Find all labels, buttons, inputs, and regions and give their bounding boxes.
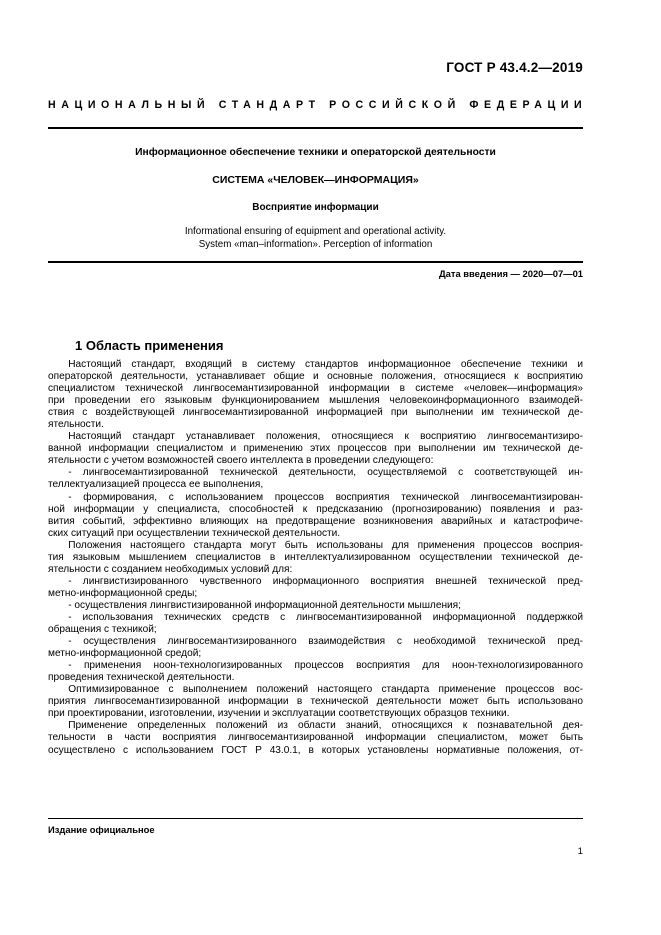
edition-label: Издание официальное	[48, 824, 155, 835]
body-line: - использования технических средств с лингвосемантизированной информационной поддержкой	[48, 611, 583, 623]
body-line: при проектировании, изготовлении, изучении и эксплуатации соответствующих образцов техники.	[48, 708, 510, 720]
document-subtitle-perception: Восприятие информации	[252, 202, 379, 213]
introduction-date: Дата введения — 2020—07—01	[438, 268, 583, 279]
header-divider	[48, 127, 583, 129]
english-title-line-1: Informational ensuring of equipment and operational activity.	[184, 226, 447, 237]
body-line: операторской деятельности, устанавливает общие и основные положения, относящиеся к восприятию	[48, 371, 583, 383]
body-line: ствия с воздействующей лингвосемантизированной информацией при выполнении им технической де-	[48, 407, 583, 419]
body-line: ной информации у специалиста, способностей к предсказанию (прогнозированию) появления и раз-	[48, 503, 583, 515]
body-line: ванной информации специалистом и применению этих процессов при выполнении им технической де-	[48, 443, 583, 455]
body-line: вития событий, эффективно влияющих на предотвращение возникновения аварийных и катастрофиче-	[48, 515, 583, 527]
body-line: Настоящий стандарт устанавливает положения, относящиеся к восприятию лингвосемантизиро-	[48, 431, 583, 443]
page-number: 1	[577, 846, 583, 857]
body-line: - лингвосемантизированной технической деятельности, осуществляемой с соответствующей ин-	[48, 467, 583, 479]
body-line: тельности в части восприятия лингвосемантизированной информации специалистом, может быть	[48, 732, 583, 744]
body-line: ятельности с учетом возможностей своего интеллекта в проведении следующего:	[48, 455, 434, 467]
standard-code: ГОСТ Р 43.4.2—2019	[446, 60, 583, 75]
body-line: ятельности с созданием необходимых условий для:	[48, 563, 293, 575]
national-standard-heading: НАЦИОНАЛЬНЫЙ СТАНДАРТ РОССИЙСКОЙ ФЕДЕРАЦИИ	[48, 99, 588, 111]
body-line: - осуществления лингвосемантизированного взаимодействия с необходимой технической пред-	[48, 636, 583, 648]
body-line: метно-информационной средой;	[48, 648, 202, 660]
english-title-line-2: System «man–information». Perception of information	[198, 238, 433, 250]
section-heading: 1 Область применения	[75, 338, 224, 353]
document-title: СИСТЕМА «ЧЕЛОВЕК—ИНФОРМАЦИЯ»	[212, 174, 419, 186]
section-body	[48, 359, 583, 757]
footer-divider	[48, 818, 583, 819]
body-line: осуществлено с использованием ГОСТ Р 43.0.1, в которых установлены нормативные положения, от-	[48, 744, 583, 756]
body-line: специалистом технической лингвосемантизированной информации в системе «человек—информация»	[48, 383, 583, 395]
body-line: ских ситуаций при осуществлении технической деятельности.	[48, 527, 341, 539]
body-line: - лингвистизированного чувственного информационного восприятия внешней технической пред-	[48, 575, 583, 587]
body-line: обращения с техникой;	[48, 624, 157, 636]
document-subtitle: Информационное обеспечение техники и операторской деятельности	[135, 147, 496, 158]
body-line: Применение определенных положений из области знаний, относящихся к познавательной дея-	[48, 720, 583, 732]
body-line: Положения настоящего стандарта могут быть использованы для применения процессов восприя-	[48, 539, 583, 551]
body-line: при проведении его языковым функционированием мышления человекоинформационного взаимодей-	[48, 395, 583, 407]
body-line: ятельности.	[48, 419, 104, 431]
title-divider	[48, 261, 583, 263]
body-line: тия языковым мышлением специалистов в интеллектуализированном осуществлении технической де-	[48, 551, 583, 563]
english-title	[48, 226, 583, 251]
body-line: - формирования, с использованием процессов восприятия технической лингвосемантизирован-	[48, 491, 583, 503]
body-line: теллектуализацией процесса ее выполнения,	[48, 479, 264, 491]
body-line: приятия лингвосемантизированной информации в технической деятельности может быть использовано	[48, 696, 583, 708]
body-line: - осуществления лингвистизированной информационной деятельности мышления;	[48, 599, 461, 611]
body-line: Настоящий стандарт, входящий в систему стандартов информационное обеспечение техники и	[48, 359, 583, 370]
body-line: Оптимизированное с выполнением положений настоящего стандарта применение процессов вос-	[48, 684, 583, 696]
body-line: - применения ноон-технологизированных процессов восприятия для ноон-технологизированного	[48, 660, 583, 672]
body-line: проведения технической деятельности.	[48, 672, 235, 684]
body-line: метно-информационной среды;	[48, 587, 198, 599]
